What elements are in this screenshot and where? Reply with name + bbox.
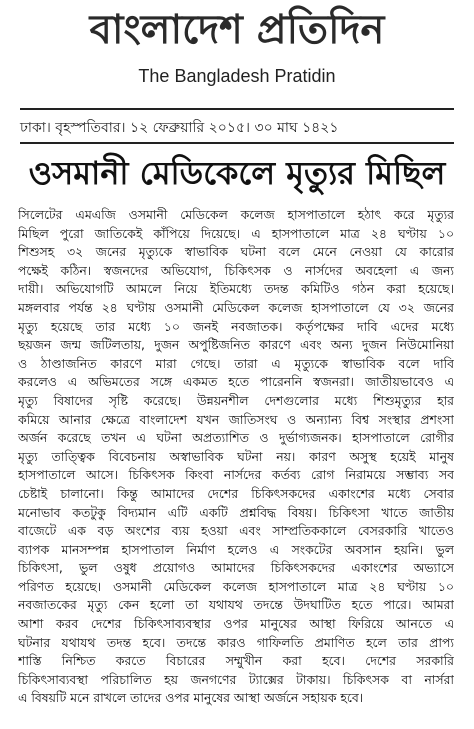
article-line: এ বিষয়টি মনে রাখলে তাদের ওপর মানুষের আস্থা অর্জনে সহায়ক হবে। (18, 690, 364, 706)
article-line: পরিণত হয়েছে। ওসমানী মেডিকেল কলেজ হাসপাতালে মাত্র ২৪ ঘণ্টায় ১০ (18, 578, 454, 594)
article-line: ঘটনার যথাযথ তদন্ত হবে। তদন্তে কারও গাফিলতি প্রমাণিত হলে তার প্রাপ্য (18, 634, 454, 650)
article-line: মৃত্যু হয়েছে তার মধ্যে ১০ জনই নবজাতক। কর্তৃপক্ষের দাবি এদের মধ্যে (18, 318, 454, 334)
article-line: মৃত্যু তাত্ত্বিক বিবেচনায় অস্বাভাবিক ঘটনা নয়। কারণ অসুস্থ হয়েই মানুষ (18, 448, 454, 464)
dateline: ঢাকা। বৃহস্পতিবার। ১২ ফেব্রুয়ারি ২০১৫। ৩০ মাঘ ১৪২১ (20, 120, 339, 136)
article-line: ও ঠাণ্ডাজনিত কারণে মারা গেছে। তারা এ মৃত্যুকে স্বাভাবিক বলে দাবি (18, 355, 454, 371)
article-line: চিকিৎসাব্যবস্থা পরিচালিত হয় জনগণের ট্যাক্সের টাকায়। চিকিৎসক বা নার্সরা (18, 671, 454, 687)
newspaper-subtitle: The Bangladesh Pratidin (138, 66, 336, 86)
article-line: হাসপাতালে আসে। চিকিৎসক কিংবা নার্সদের কর্তব্য রোগ নিরাময়ে সম্ভাব্য সব (18, 467, 454, 483)
article-line: পক্ষেই কঠিন। স্বজনদের অভিযোগ, চিকিৎসক ও নার্সদের অবহেলা এ জন্য (18, 262, 454, 278)
article-line: ব্যাপক মানসম্পন্ন হাসপাতাল নির্মাণ হলেও এ সংকটের অবসান হয়নি। ভুল (18, 541, 454, 557)
article-line: সিলেটের এমএজি ওসমানী মেডিকেল কলেজ হাসপাতালে হঠাৎ করে মৃত্যুর (18, 207, 454, 222)
article-line: অর্জন করেছে তখন এ ঘটনা অপ্রত্যাশিত ও দুর্ভাগ্যজনক। হাসপাতালে রোগীর (18, 430, 454, 446)
article-body (18, 206, 454, 708)
article-line: দায়ী। অভিযোগটি আমলে নিয়ে ইতিমধ্যে তদন্ত কমিটিও গঠন করা হয়েছে। (18, 281, 454, 297)
article-line: চেষ্টাই চালানো। কিন্তু আমাদের দেশের চিকিৎসকদের একাংশের মধ্যে সেবার (18, 485, 454, 501)
article-line: শিশুসহ ৩২ জনের মৃত্যুকে স্বাভাবিক ঘটনা বলে মেনে নেওয়া যে কারোর (18, 244, 454, 260)
article-line: করলেও এ অভিমতের সঙ্গে একমত হতে পারেননি স্বজনরা। জাতীয়ভাবেও এ (18, 374, 454, 390)
article-line: কমিয়ে আনার ক্ষেত্রে বাংলাদেশ যখন জাতিসংঘ ও অন্যান্য বিশ্ব সংস্থার প্রশংসা (18, 411, 454, 427)
dateline-bottom-rule (20, 142, 454, 144)
article-line: মঙ্গলবার পর্যন্ত ২৪ ঘণ্টায় ওসমানী মেডিকেল কলেজ হাসপাতালে যে ৩২ জনের (18, 299, 454, 315)
article-line: চিকিৎসা, ভুল ওষুধ প্রয়োগও আমাদের চিকিৎসকদের একাংশের অভ্যাসে (18, 560, 454, 576)
article-line: নবজাতকের মৃত্যু কেন হলো তা যথাযথ তদন্তে উদঘাটিত হতে পারে। আমরা (18, 597, 454, 613)
article-line: আশা করব দেশের চিকিৎসাব্যবস্থার ওপর মানুষের আস্থা ফিরিয়ে আনতে এ (18, 616, 454, 632)
article-headline: ওসমানী মেডিকেলে মৃত্যুর মিছিল (28, 154, 446, 192)
article-line: মনোভাব কতটুকু বিদ্যমান এটি একটি প্রশ্নবিদ্ধ বিষয়। চিকিৎসা খাতে জাতীয় (18, 504, 454, 520)
dateline-top-rule (20, 108, 454, 110)
masthead (0, 0, 474, 102)
article-line: ছয়জন জন্ম জটিলতায়, দুজন অপুষ্টিজনিত কারণে এবং অন্য দুজন নিউমোনিয়া (18, 337, 454, 353)
article-line: শাস্তি নিশ্চিত করতে বিচারের সম্মুখীন করা হবে। দেশের সরকারি (18, 653, 454, 669)
article-line: মিছিল পুরো জাতিকেই কাঁপিয়ে দিয়েছে। এ হাসপাতালে মাত্র ২৪ ঘণ্টায় ১০ (18, 225, 454, 241)
newspaper-title: বাংলাদেশ প্রতিদিন (89, 6, 385, 53)
article-line: বাজেটে এক বড় অংশের ব্যয় হওয়া এবং সাম্প্রতিককালে বেসরকারি খাতেও (18, 523, 454, 539)
article-line: মৃত্যু বিষাদের সৃষ্টি করেছে। উন্নয়নশীল দেশগুলোর মধ্যে শিশুমৃত্যুর হার (18, 392, 454, 408)
